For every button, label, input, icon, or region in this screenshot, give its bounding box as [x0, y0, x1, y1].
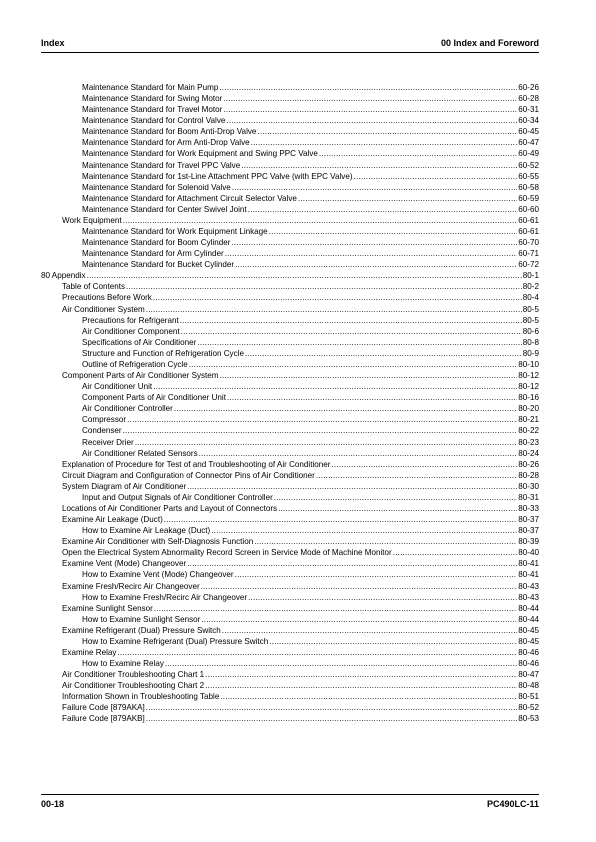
dot-leader	[298, 193, 517, 204]
toc-entry-title: System Diagram of Air Conditioner	[62, 481, 187, 491]
toc-entry-title: How to Examine Refrigerant (Dual) Pressure Switch	[82, 636, 269, 646]
dot-leader	[123, 425, 518, 436]
dot-leader	[232, 182, 518, 193]
dot-leader	[319, 148, 517, 159]
toc-entry-page: 80-40	[518, 548, 539, 558]
toc-entry[interactable]	[41, 647, 539, 658]
toc-entry-title: Precautions Before Work	[62, 293, 152, 303]
dot-leader	[231, 237, 517, 248]
toc-entry-page: 60-61	[518, 227, 539, 237]
toc-entry-page: 60-72	[518, 260, 539, 270]
table-of-contents	[41, 82, 539, 725]
dot-leader	[222, 625, 518, 636]
toc-entry-page: 80-1	[522, 271, 539, 281]
dot-leader	[269, 636, 517, 647]
toc-entry-page: 80-26	[518, 459, 539, 469]
toc-entry-page: 80-53	[518, 714, 539, 724]
toc-entry-title: Structure and Function of Refrigeration Cycle	[82, 348, 244, 358]
dot-leader	[219, 82, 517, 93]
toc-entry-page: 80-41	[518, 570, 539, 580]
dot-leader	[278, 503, 517, 514]
toc-entry-title: How to Examine Relay	[82, 659, 164, 669]
toc-entry-page: 60-61	[518, 215, 539, 225]
dot-leader	[235, 259, 517, 270]
toc-entry[interactable]	[41, 326, 539, 337]
toc-entry[interactable]	[41, 392, 539, 403]
toc-entry-page: 60-45	[518, 127, 539, 137]
toc-entry-page: 80-37	[518, 526, 539, 536]
toc-entry-title: Condenser	[82, 426, 122, 436]
toc-entry-title: Maintenance Standard for Boom Anti-Drop Valve	[82, 127, 257, 137]
toc-entry[interactable]	[41, 603, 539, 614]
dot-leader	[153, 292, 522, 303]
toc-entry[interactable]	[41, 547, 539, 558]
dot-leader	[201, 614, 517, 625]
dot-leader	[153, 381, 517, 392]
toc-entry-page: 80-24	[518, 448, 539, 458]
dot-leader	[146, 713, 518, 724]
toc-entry[interactable]	[41, 503, 539, 514]
toc-entry[interactable]	[41, 215, 539, 226]
toc-entry-page: 60-26	[518, 83, 539, 92]
dot-leader	[181, 326, 522, 337]
toc-entry-page: 80-52	[518, 703, 539, 713]
toc-entry-title: Air Conditioner Related Sensors	[82, 448, 198, 458]
toc-entry[interactable]	[41, 658, 539, 669]
page-footer	[41, 799, 539, 813]
toc-entry-title: Maintenance Standard for Work Equipment and Swing PPC Valve	[82, 149, 318, 159]
toc-entry-page: 80-12	[518, 371, 539, 381]
toc-entry-page: 60-60	[518, 204, 539, 214]
toc-entry[interactable]	[41, 248, 539, 259]
toc-entry-title: Examine Air Leakage (Duct)	[62, 515, 163, 525]
dot-leader	[146, 702, 518, 713]
footer-rule	[41, 794, 539, 795]
toc-entry-page: 60-71	[518, 249, 539, 259]
toc-entry-title: How to Examine Fresh/Recirc Air Changeover	[82, 592, 248, 602]
dot-leader	[205, 669, 517, 680]
toc-entry-title: Information Shown in Troubleshooting Table	[62, 692, 220, 702]
toc-entry[interactable]	[41, 702, 539, 713]
toc-entry[interactable]	[41, 93, 539, 104]
dot-leader	[164, 514, 518, 525]
dot-leader	[201, 581, 518, 592]
dot-leader	[165, 658, 517, 669]
dot-leader	[199, 448, 518, 459]
toc-entry-page: 80-44	[518, 614, 539, 624]
toc-entry[interactable]	[41, 592, 539, 603]
toc-entry-page: 80-46	[518, 659, 539, 669]
toc-entry-title: Maintenance Standard for Swing Motor	[82, 94, 223, 104]
toc-entry-page: 80-51	[518, 692, 539, 702]
toc-entry[interactable]	[41, 182, 539, 193]
toc-entry-title: Maintenance Standard for Travel Motor	[82, 105, 223, 115]
dot-leader	[257, 126, 517, 137]
toc-entry-title: Maintenance Standard for Solenoid Valve	[82, 182, 231, 192]
toc-entry-title: Failure Code [879AKA]	[62, 703, 145, 713]
toc-entry-page: 80-21	[518, 415, 539, 425]
dot-leader	[331, 459, 517, 470]
toc-entry-title: Air Conditioner System	[62, 304, 145, 314]
toc-entry[interactable]	[41, 492, 539, 503]
toc-entry-title: Maintenance Standard for Travel PPC Valve	[82, 160, 241, 170]
toc-entry-page: 80-46	[518, 647, 539, 657]
toc-entry-page: 60-55	[518, 171, 539, 181]
dot-leader	[126, 281, 522, 292]
toc-entry[interactable]	[41, 82, 539, 93]
toc-entry[interactable]	[41, 713, 539, 724]
toc-entry[interactable]	[41, 470, 539, 481]
dot-leader	[154, 603, 517, 614]
dot-leader	[223, 93, 517, 104]
dot-leader	[269, 226, 518, 237]
toc-entry[interactable]	[41, 614, 539, 625]
toc-entry-title: Examine Air Conditioner with Self-Diagnosis Function	[62, 537, 254, 547]
dot-leader	[135, 437, 518, 448]
toc-entry-page: 80-9	[522, 348, 539, 358]
toc-entry-title: How to Examine Sunlight Sensor	[82, 614, 201, 624]
dot-leader	[248, 204, 518, 215]
toc-entry[interactable]	[41, 558, 539, 569]
toc-entry-title: Precautions for Refrigerant	[82, 315, 179, 325]
dot-leader	[274, 492, 518, 503]
toc-entry-page: 60-58	[518, 182, 539, 192]
toc-entry-title: Maintenance Standard for Bucket Cylinder	[82, 260, 235, 270]
toc-entry-title: Input and Output Signals of Air Conditioner Controller	[82, 492, 273, 502]
dot-leader	[187, 481, 517, 492]
toc-entry-title: Air Conditioner Troubleshooting Chart 1	[62, 670, 205, 680]
toc-entry-title: Air Conditioner Unit	[82, 382, 153, 392]
toc-entry-page: 80-45	[518, 636, 539, 646]
dot-leader	[316, 470, 517, 481]
toc-entry-title: How to Examine Vent (Mode) Changeover	[82, 570, 234, 580]
dot-leader	[187, 558, 517, 569]
toc-entry-title: Circuit Diagram and Configuration of Connector Pins of Air Conditioner	[62, 470, 315, 480]
toc-entry[interactable]	[41, 625, 539, 636]
toc-entry-page: 80-30	[518, 481, 539, 491]
toc-entry-page: 80-16	[518, 393, 539, 403]
toc-entry-title: Examine Sunlight Sensor	[62, 603, 153, 613]
toc-entry-page: 80-31	[518, 492, 539, 502]
header-rule	[41, 52, 539, 53]
toc-entry-page: 80-45	[518, 625, 539, 635]
toc-entry-title: Maintenance Standard for 1st-Line Attachment PPC Valve (with EPC Valve)	[82, 171, 353, 181]
toc-entry-page: 80-6	[522, 326, 539, 336]
toc-entry[interactable]	[41, 292, 539, 303]
toc-entry[interactable]	[41, 425, 539, 436]
toc-entry[interactable]	[41, 680, 539, 691]
toc-entry[interactable]	[41, 160, 539, 171]
toc-entry[interactable]	[41, 115, 539, 126]
toc-entry-page: 60-31	[518, 105, 539, 115]
toc-entry-title: Maintenance Standard for Arm Anti-Drop Valve	[82, 138, 250, 148]
toc-entry-page: 80-39	[518, 537, 539, 547]
toc-entry-page: 80-48	[518, 681, 539, 691]
model-number: PC490LC-11	[486, 799, 539, 809]
dot-leader	[117, 647, 517, 658]
toc-entry-title: Maintenance Standard for Control Valve	[82, 116, 226, 126]
toc-entry-title: Component Parts of Air Conditioner Unit	[82, 393, 226, 403]
toc-entry-page: 80-47	[518, 670, 539, 680]
dot-leader	[211, 525, 517, 536]
toc-entry-title: Locations of Air Conditioner Parts and Layout of Connectors	[62, 503, 278, 513]
toc-entry-page: 80-5	[522, 315, 539, 325]
dot-leader	[254, 536, 517, 547]
toc-entry[interactable]	[41, 226, 539, 237]
dot-leader	[174, 403, 517, 414]
toc-entry[interactable]	[41, 381, 539, 392]
toc-entry-page: 80-4	[522, 293, 539, 303]
toc-entry-title: Component Parts of Air Conditioner System	[62, 371, 219, 381]
toc-entry-page: 80-43	[518, 581, 539, 591]
toc-entry[interactable]	[41, 536, 539, 547]
toc-entry-page: 60-49	[518, 149, 539, 159]
toc-entry-page: 60-28	[518, 94, 539, 104]
toc-entry-title: Examine Fresh/Recirc Air Changeover	[62, 581, 200, 591]
dot-leader	[87, 270, 522, 281]
toc-entry-title: Maintenance Standard for Work Equipment Linkage	[82, 227, 268, 237]
toc-entry-page: 80-23	[518, 437, 539, 447]
toc-entry-page: 60-59	[518, 193, 539, 203]
toc-entry[interactable]	[41, 514, 539, 525]
toc-entry-title: Maintenance Standard for Arm Cylinder	[82, 249, 224, 259]
toc-entry-page: 60-52	[518, 160, 539, 170]
dot-leader	[251, 137, 518, 148]
dot-leader	[205, 680, 517, 691]
header-section-label: Index	[41, 38, 65, 48]
dot-leader	[245, 348, 522, 359]
dot-leader	[354, 171, 518, 182]
dot-leader	[123, 215, 518, 226]
toc-entry-title: Examine Vent (Mode) Changeover	[62, 559, 187, 569]
toc-entry[interactable]	[41, 359, 539, 370]
toc-entry-title: Compressor	[82, 415, 127, 425]
toc-entry-title: Open the Electrical System Abnormality Record Screen in Service Mode of Machine Monitor	[62, 548, 392, 558]
toc-entry[interactable]	[41, 171, 539, 182]
toc-entry[interactable]	[41, 414, 539, 425]
toc-entry[interactable]	[41, 204, 539, 215]
toc-entry[interactable]	[41, 126, 539, 137]
toc-entry-title: Air Conditioner Troubleshooting Chart 2	[62, 681, 205, 691]
toc-entry[interactable]	[41, 193, 539, 204]
toc-entry-title: Work Equipment	[62, 215, 122, 225]
dot-leader	[225, 248, 518, 259]
toc-entry-title: Explanation of Procedure for Test of and Troubleshooting of Air Conditioner	[62, 459, 331, 469]
toc-entry-title: Air Conditioner Component	[82, 326, 180, 336]
toc-entry-page: 80-8	[522, 337, 539, 347]
toc-entry[interactable]	[41, 281, 539, 292]
toc-entry-page: 80-44	[518, 603, 539, 613]
toc-entry-title: Receiver Drier	[82, 437, 134, 447]
toc-entry-title: Failure Code [879AKB]	[62, 714, 145, 724]
toc-entry[interactable]	[41, 525, 539, 536]
toc-entry-page: 60-34	[518, 116, 539, 126]
dot-leader	[235, 569, 518, 580]
toc-entry[interactable]	[41, 259, 539, 270]
toc-entry-title: How to Examine Air Leakage (Duct)	[82, 526, 211, 536]
toc-entry-page: 80-20	[518, 404, 539, 414]
toc-entry-title: Examine Refrigerant (Dual) Pressure Switch	[62, 625, 221, 635]
toc-entry-page: 80-12	[518, 382, 539, 392]
toc-entry[interactable]	[41, 270, 539, 281]
toc-entry-page: 80-10	[518, 359, 539, 369]
toc-entry[interactable]	[41, 337, 539, 348]
toc-entry-page: 80-33	[518, 503, 539, 513]
toc-entry[interactable]	[41, 481, 539, 492]
toc-entry-title: Maintenance Standard for Attachment Circuit Selector Valve	[82, 193, 297, 203]
dot-leader	[197, 337, 522, 348]
toc-entry[interactable]	[41, 148, 539, 159]
toc-entry-title: Maintenance Standard for Main Pump	[82, 83, 219, 92]
toc-entry-page: 60-70	[518, 238, 539, 248]
toc-entry-page: 80-5	[522, 304, 539, 314]
toc-entry-title: Specifications of Air Conditioner	[82, 337, 197, 347]
dot-leader	[127, 414, 517, 425]
toc-entry-title: Air Conditioner Controller	[82, 404, 173, 414]
toc-entry-title: Maintenance Standard for Boom Cylinder	[82, 238, 231, 248]
page-number: 00-18	[41, 799, 65, 809]
toc-entry[interactable]	[41, 669, 539, 680]
toc-entry[interactable]	[41, 315, 539, 326]
toc-entry[interactable]	[41, 691, 539, 702]
toc-entry[interactable]	[41, 403, 539, 414]
toc-entry[interactable]	[41, 569, 539, 580]
dot-leader	[227, 392, 517, 403]
toc-entry-page: 80-41	[518, 559, 539, 569]
toc-entry-title: Maintenance Standard for Center Swivel Joint	[82, 204, 247, 214]
dot-leader	[189, 359, 518, 370]
toc-entry[interactable]	[41, 370, 539, 381]
toc-entry[interactable]	[41, 137, 539, 148]
toc-entry[interactable]	[41, 104, 539, 115]
toc-entry-title: 80 Appendix	[41, 271, 86, 281]
toc-entry[interactable]	[41, 448, 539, 459]
toc-entry[interactable]	[41, 581, 539, 592]
toc-entry-page: 80-22	[518, 426, 539, 436]
dot-leader	[220, 370, 518, 381]
toc-entry-page: 80-37	[518, 515, 539, 525]
toc-entry-page: 80-43	[518, 592, 539, 602]
dot-leader	[226, 115, 517, 126]
toc-entry[interactable]	[41, 459, 539, 470]
dot-leader	[241, 160, 517, 171]
toc-entry[interactable]	[41, 237, 539, 248]
dot-leader	[393, 547, 518, 558]
toc-entry-page: 60-47	[518, 138, 539, 148]
dot-leader	[220, 691, 517, 702]
toc-entry-title: Examine Relay	[62, 647, 117, 657]
dot-leader	[180, 315, 522, 326]
dot-leader	[223, 104, 517, 115]
toc-entry[interactable]	[41, 348, 539, 359]
dot-leader	[248, 592, 517, 603]
toc-entry-title: Outline of Refrigeration Cycle	[82, 359, 188, 369]
header-chapter-title: 00 Index and Foreword	[440, 38, 539, 48]
toc-entry-page: 80-2	[522, 282, 539, 292]
toc-entry[interactable]	[41, 304, 539, 315]
page-header	[41, 38, 539, 52]
toc-entry-title: Table of Contents	[62, 282, 125, 292]
dot-leader	[146, 304, 522, 315]
toc-entry[interactable]	[41, 636, 539, 647]
toc-entry[interactable]	[41, 437, 539, 448]
toc-entry-page: 80-28	[518, 470, 539, 480]
